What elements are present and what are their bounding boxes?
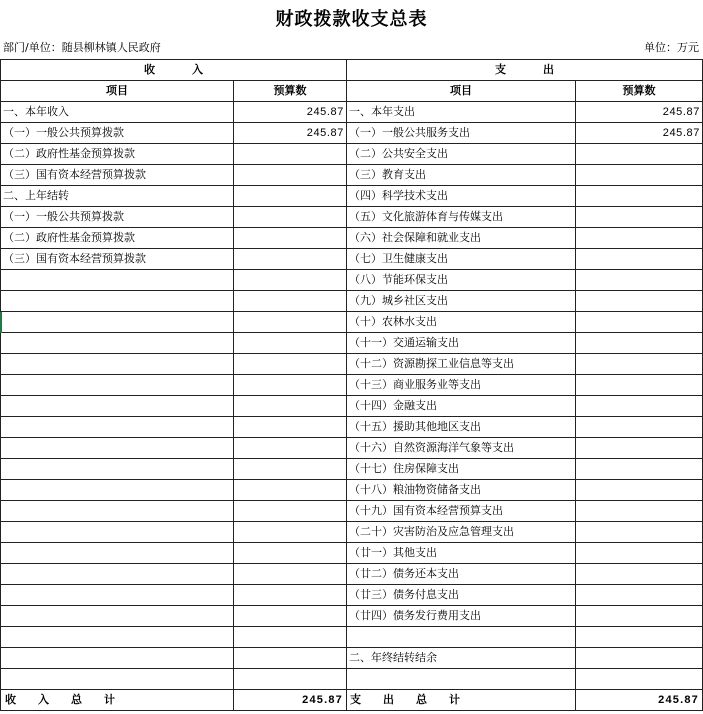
income-amount-cell[interactable] — [234, 207, 347, 228]
income-amount-cell[interactable] — [234, 564, 347, 585]
income-amount-cell[interactable] — [234, 543, 347, 564]
table-row — [1, 438, 703, 459]
expense-item-cell[interactable]: （五）文化旅游体育与传媒支出 — [347, 207, 576, 228]
table-row — [1, 354, 703, 375]
report-title: 财政拨款收支总表 — [275, 9, 428, 30]
table-row — [1, 144, 703, 165]
income-item-cell[interactable]: 二、上年结转 — [1, 186, 234, 207]
income-amount-cell[interactable] — [234, 333, 347, 354]
expense-amount-cell[interactable] — [576, 249, 703, 270]
expense-item-cell[interactable]: 二、年终结转结余 — [347, 648, 576, 669]
table-row — [1, 312, 703, 333]
expense-amount-cell[interactable] — [576, 648, 703, 669]
income-amount-cell[interactable] — [234, 648, 347, 669]
table-row — [1, 669, 703, 690]
expense-item-cell[interactable]: （二）公共安全支出 — [347, 144, 576, 165]
expense-item-cell[interactable]: （十一）交通运输支出 — [347, 333, 576, 354]
table-row — [1, 207, 703, 228]
income-amount-cell[interactable] — [234, 459, 347, 480]
table-row — [1, 585, 703, 606]
income-amount-cell[interactable] — [234, 375, 347, 396]
income-item-cell[interactable] — [1, 522, 234, 543]
table-row — [1, 249, 703, 270]
income-amount-cell[interactable] — [234, 480, 347, 501]
expense-amount-cell[interactable] — [576, 543, 703, 564]
expense-amount-header[interactable]: 预算数 — [576, 81, 703, 102]
expense-amount-cell[interactable]: 245.87 — [576, 102, 703, 123]
income-amount-header[interactable]: 预算数 — [234, 81, 347, 102]
expense-amount-cell[interactable] — [576, 396, 703, 417]
income-amount-cell[interactable] — [234, 312, 347, 333]
income-item-cell[interactable] — [1, 564, 234, 585]
income-item-cell[interactable] — [1, 375, 234, 396]
income-amount-cell[interactable] — [234, 501, 347, 522]
income-amount-cell[interactable]: 245.87 — [234, 102, 347, 123]
income-amount-cell[interactable]: 245.87 — [234, 123, 347, 144]
expense-total-label[interactable]: 支 出 总 计 — [347, 690, 576, 711]
income-amount-cell[interactable] — [234, 249, 347, 270]
income-amount-cell[interactable] — [234, 270, 347, 291]
income-item-cell[interactable]: （二）政府性基金预算拨款 — [1, 228, 234, 249]
table-row — [1, 543, 703, 564]
table-row — [1, 186, 703, 207]
section-header-row — [1, 60, 703, 81]
unit-label: 单位：万元 — [644, 41, 699, 54]
expense-item-header[interactable]: 项目 — [347, 81, 576, 102]
expense-section-header[interactable]: 支 出 — [347, 60, 703, 81]
expense-item-cell[interactable] — [347, 627, 576, 648]
income-item-cell[interactable] — [1, 396, 234, 417]
table-row — [1, 627, 703, 648]
expense-amount-cell[interactable] — [576, 606, 703, 627]
column-header-row — [1, 81, 703, 102]
table-row — [1, 102, 703, 123]
table-body — [1, 102, 703, 690]
income-amount-cell[interactable] — [234, 585, 347, 606]
income-item-cell[interactable]: （三）国有资本经营预算拨款 — [1, 165, 234, 186]
expense-amount-cell[interactable] — [576, 669, 703, 690]
expense-item-cell[interactable]: （十三）商业服务业等支出 — [347, 375, 576, 396]
table-row — [1, 459, 703, 480]
expense-item-cell[interactable]: （十六）自然资源海洋气象等支出 — [347, 438, 576, 459]
income-amount-cell[interactable] — [234, 186, 347, 207]
expense-amount-cell[interactable] — [576, 417, 703, 438]
expense-item-cell[interactable] — [347, 669, 576, 690]
expense-amount-cell[interactable] — [576, 564, 703, 585]
income-amount-cell[interactable] — [234, 396, 347, 417]
income-item-cell[interactable] — [1, 270, 234, 291]
table-row — [1, 165, 703, 186]
income-item-cell[interactable] — [1, 312, 234, 333]
expense-amount-cell[interactable] — [576, 585, 703, 606]
expense-amount-cell[interactable] — [576, 291, 703, 312]
income-item-cell[interactable] — [1, 606, 234, 627]
table-row — [1, 480, 703, 501]
expense-item-cell[interactable]: （六）社会保障和就业支出 — [347, 228, 576, 249]
expense-item-cell[interactable]: （二十）灾害防治及应急管理支出 — [347, 522, 576, 543]
expense-item-cell[interactable]: （廿一）其他支出 — [347, 543, 576, 564]
table-row — [1, 270, 703, 291]
expense-item-cell[interactable]: （四）科学技术支出 — [347, 186, 576, 207]
income-item-cell[interactable] — [1, 417, 234, 438]
table-row — [1, 606, 703, 627]
budget-summary-table — [0, 59, 703, 711]
expense-item-cell[interactable]: （十）农林水支出 — [347, 312, 576, 333]
expense-amount-cell[interactable]: 245.87 — [576, 123, 703, 144]
expense-amount-cell[interactable] — [576, 333, 703, 354]
table-row — [1, 228, 703, 249]
table-row — [1, 123, 703, 144]
expense-item-cell[interactable]: （十二）资源勘探工业信息等支出 — [347, 354, 576, 375]
table-row — [1, 333, 703, 354]
cell-selection-marker — [0, 312, 2, 333]
expense-item-cell[interactable]: （一）一般公共服务支出 — [347, 123, 576, 144]
income-item-cell[interactable] — [1, 438, 234, 459]
income-item-cell[interactable]: （一）一般公共预算拨款 — [1, 123, 234, 144]
expense-item-cell[interactable]: （十九）国有资本经营预算支出 — [347, 501, 576, 522]
income-amount-cell[interactable] — [234, 417, 347, 438]
income-amount-cell[interactable] — [234, 438, 347, 459]
income-item-cell[interactable]: （三）国有资本经营预算拨款 — [1, 249, 234, 270]
expense-item-cell[interactable]: （十八）粮油物资储备支出 — [347, 480, 576, 501]
table-row — [1, 291, 703, 312]
totals-row — [1, 690, 703, 711]
income-item-cell[interactable]: （二）政府性基金预算拨款 — [1, 144, 234, 165]
income-amount-cell[interactable] — [234, 522, 347, 543]
expense-amount-cell[interactable] — [576, 354, 703, 375]
income-item-cell[interactable] — [1, 585, 234, 606]
table-row — [1, 501, 703, 522]
expense-amount-cell[interactable] — [576, 186, 703, 207]
income-item-cell[interactable] — [1, 354, 234, 375]
expense-amount-cell[interactable] — [576, 375, 703, 396]
expense-amount-cell[interactable] — [576, 438, 703, 459]
expense-amount-cell[interactable] — [576, 207, 703, 228]
expense-item-cell[interactable]: 一、本年支出 — [347, 102, 576, 123]
income-item-cell[interactable] — [1, 291, 234, 312]
table-row — [1, 648, 703, 669]
expense-amount-cell[interactable] — [576, 165, 703, 186]
table-row — [1, 417, 703, 438]
expense-item-cell[interactable]: （三）教育支出 — [347, 165, 576, 186]
income-item-cell[interactable] — [1, 501, 234, 522]
income-amount-cell[interactable] — [234, 606, 347, 627]
expense-item-cell[interactable]: （七）卫生健康支出 — [347, 249, 576, 270]
expense-item-cell[interactable]: （廿三）债务付息支出 — [347, 585, 576, 606]
income-item-header[interactable]: 项目 — [1, 81, 234, 102]
income-amount-cell[interactable] — [234, 669, 347, 690]
expense-amount-cell[interactable] — [576, 228, 703, 249]
expense-item-cell[interactable]: （十七）住房保障支出 — [347, 459, 576, 480]
expense-item-cell[interactable]: （十五）援助其他地区支出 — [347, 417, 576, 438]
income-item-cell[interactable] — [1, 648, 234, 669]
income-item-cell[interactable]: 一、本年收入 — [1, 102, 234, 123]
expense-amount-cell[interactable] — [576, 270, 703, 291]
expense-item-cell[interactable]: （廿四）债务发行费用支出 — [347, 606, 576, 627]
expense-item-cell[interactable]: （九）城乡社区支出 — [347, 291, 576, 312]
table-row — [1, 375, 703, 396]
expense-total-amount[interactable]: 245.87 — [576, 690, 703, 711]
income-amount-cell[interactable] — [234, 354, 347, 375]
income-amount-cell[interactable] — [234, 627, 347, 648]
income-item-cell[interactable] — [1, 333, 234, 354]
income-item-cell[interactable] — [1, 627, 234, 648]
income-amount-cell[interactable] — [234, 144, 347, 165]
income-item-cell[interactable] — [1, 543, 234, 564]
expense-item-cell[interactable]: （十四）金融支出 — [347, 396, 576, 417]
income-amount-cell[interactable] — [234, 228, 347, 249]
income-section-header[interactable]: 收 入 — [1, 60, 347, 81]
expense-amount-cell[interactable] — [576, 627, 703, 648]
expense-item-cell[interactable]: （廿二）债务还本支出 — [347, 564, 576, 585]
income-amount-cell[interactable] — [234, 291, 347, 312]
table-row — [1, 396, 703, 417]
income-item-cell[interactable] — [1, 669, 234, 690]
department-label: 部门/单位：随县柳林镇人民政府 — [3, 41, 161, 54]
income-amount-cell[interactable] — [234, 165, 347, 186]
income-total-amount[interactable]: 245.87 — [234, 690, 347, 711]
expense-amount-cell[interactable] — [576, 144, 703, 165]
expense-amount-cell[interactable] — [576, 312, 703, 333]
table-row — [1, 564, 703, 585]
table-row — [1, 522, 703, 543]
expense-amount-cell[interactable] — [576, 480, 703, 501]
expense-amount-cell[interactable] — [576, 501, 703, 522]
income-item-cell[interactable] — [1, 480, 234, 501]
income-item-cell[interactable]: （一）一般公共预算拨款 — [1, 207, 234, 228]
expense-amount-cell[interactable] — [576, 459, 703, 480]
income-item-cell[interactable] — [1, 459, 234, 480]
expense-amount-cell[interactable] — [576, 522, 703, 543]
expense-item-cell[interactable]: （八）节能环保支出 — [347, 270, 576, 291]
income-total-label[interactable]: 收 入 总 计 — [1, 690, 234, 711]
